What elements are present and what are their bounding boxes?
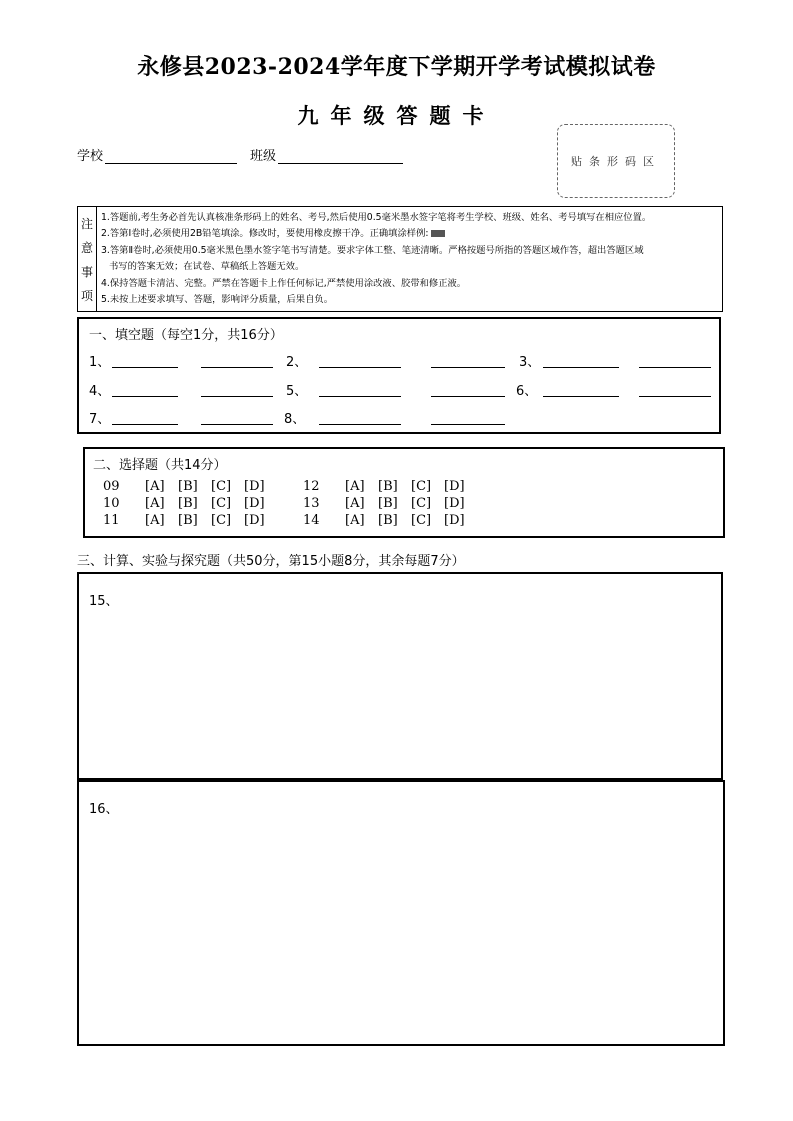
blank-row-1 bbox=[79, 351, 719, 371]
option-b[interactable]: [B] bbox=[378, 479, 398, 494]
blank-number: 5、 bbox=[286, 384, 308, 399]
question-number: 11 bbox=[103, 513, 120, 528]
blank-line[interactable] bbox=[201, 396, 273, 397]
blank-line[interactable] bbox=[112, 424, 178, 425]
blank-line[interactable] bbox=[201, 424, 273, 425]
blank-number: 6、 bbox=[516, 384, 538, 399]
notice-line-2 bbox=[101, 226, 718, 242]
blank-number: 4、 bbox=[89, 384, 111, 399]
option-c[interactable]: [C] bbox=[211, 479, 232, 494]
blank-number: 2、 bbox=[286, 355, 308, 370]
answer-box-16[interactable] bbox=[77, 780, 725, 1046]
school-field[interactable] bbox=[77, 145, 237, 164]
option-a[interactable]: [A] bbox=[145, 496, 165, 511]
notice-body bbox=[97, 207, 722, 311]
fill-blank-title: 一、填空题（每空1分，共16分） bbox=[89, 328, 283, 343]
school-label: 学校 bbox=[77, 149, 104, 164]
question-number: 09 bbox=[103, 479, 120, 494]
question-number: 12 bbox=[303, 479, 320, 494]
blank-line[interactable] bbox=[319, 367, 401, 368]
blank-row-3 bbox=[79, 408, 719, 428]
blank-line[interactable] bbox=[431, 367, 505, 368]
notice-label-char: 事 bbox=[80, 264, 93, 279]
notice-line: 1.答题前,考生务必首先认真核准条形码上的姓名、考号,然后使用0.5毫米墨水签字笔将考生学校、班级、姓名、考号填写在相应位置。 bbox=[101, 212, 652, 223]
question-number: 13 bbox=[303, 496, 320, 511]
answer-sheet-title: 九年级答题卡 bbox=[297, 103, 496, 128]
option-a[interactable]: [A] bbox=[345, 479, 365, 494]
option-d[interactable]: [D] bbox=[444, 496, 465, 511]
option-d[interactable]: [D] bbox=[444, 479, 465, 494]
blank-line[interactable] bbox=[319, 424, 401, 425]
option-a[interactable]: [A] bbox=[345, 496, 365, 511]
blank-line[interactable] bbox=[639, 367, 711, 368]
option-b[interactable]: [B] bbox=[178, 479, 198, 494]
option-b[interactable]: [B] bbox=[378, 496, 398, 511]
barcode-label: 贴条形码区 bbox=[571, 155, 661, 168]
question-number: 10 bbox=[103, 496, 120, 511]
question-number: 14 bbox=[303, 513, 320, 528]
option-a[interactable]: [A] bbox=[145, 479, 165, 494]
blank-line[interactable] bbox=[319, 396, 401, 397]
choice-row bbox=[103, 479, 483, 497]
question-16-number: 16、 bbox=[89, 802, 119, 817]
blank-number: 8、 bbox=[284, 412, 306, 427]
option-c[interactable]: [C] bbox=[211, 496, 232, 511]
option-d[interactable]: [D] bbox=[444, 513, 465, 528]
blank-row-2 bbox=[79, 380, 719, 400]
choice-section bbox=[83, 447, 725, 538]
blank-line[interactable] bbox=[543, 396, 619, 397]
option-d[interactable]: [D] bbox=[244, 496, 265, 511]
choice-row bbox=[103, 513, 483, 531]
barcode-area bbox=[557, 124, 675, 198]
choice-title: 二、选择题（共14分） bbox=[93, 458, 227, 473]
blank-line[interactable] bbox=[112, 396, 178, 397]
fill-blank-section bbox=[77, 317, 721, 434]
option-c[interactable]: [C] bbox=[411, 496, 432, 511]
notice-label bbox=[78, 207, 97, 311]
blank-line[interactable] bbox=[543, 367, 619, 368]
option-c[interactable]: [C] bbox=[411, 513, 432, 528]
blank-line[interactable] bbox=[431, 396, 505, 397]
notice-box bbox=[77, 206, 723, 312]
notice-line: 5.未按上述要求填写、答题，影响评分质量，后果自负。 bbox=[101, 294, 333, 306]
blank-line[interactable] bbox=[201, 367, 273, 368]
class-label: 班级 bbox=[250, 149, 277, 164]
notice-line: 4.保持答题卡清洁、完整。严禁在答题卡上作任何标记,严禁使用涂改液、胶带和修正液。 bbox=[101, 277, 467, 289]
blank-line[interactable] bbox=[639, 396, 711, 397]
blank-number: 7、 bbox=[89, 412, 111, 427]
blank-number: 3、 bbox=[519, 355, 541, 370]
fill-sample-mark bbox=[431, 230, 445, 237]
option-c[interactable]: [C] bbox=[211, 513, 232, 528]
option-b[interactable]: [B] bbox=[378, 513, 398, 528]
answer-box-15[interactable] bbox=[77, 572, 723, 780]
blank-line[interactable] bbox=[112, 367, 178, 368]
notice-label-char: 意 bbox=[80, 240, 93, 255]
option-b[interactable]: [B] bbox=[178, 496, 198, 511]
question-15-number: 15、 bbox=[89, 594, 119, 609]
notice-label-char: 项 bbox=[80, 288, 93, 303]
exam-title: 永修县2023-2024学年度下学期开学考试模拟试卷 bbox=[137, 54, 656, 80]
school-line[interactable] bbox=[105, 148, 237, 164]
option-a[interactable]: [A] bbox=[345, 513, 365, 528]
option-d[interactable]: [D] bbox=[244, 479, 265, 494]
choice-row bbox=[103, 496, 483, 514]
notice-line-text: 2.答第Ⅰ卷时,必须使用2B铅笔填涂。修改时，要使用橡皮擦干净。正确填涂样例: bbox=[101, 228, 429, 240]
option-b[interactable]: [B] bbox=[178, 513, 198, 528]
option-c[interactable]: [C] bbox=[411, 479, 432, 494]
notice-line: 3.答第Ⅱ卷时,必须使用0.5毫米黑色墨水签字笔书写清楚。要求字体工整、笔迹清晰。严格按题号所指的答题区域作答，超出答题区域 bbox=[101, 244, 644, 256]
option-d[interactable]: [D] bbox=[244, 513, 265, 528]
class-field[interactable] bbox=[250, 145, 403, 164]
calc-section-title: 三、计算、实验与探究题（共50分，第15小题8分，其余每题7分） bbox=[77, 554, 465, 569]
notice-line: 书写的答案无效；在试卷、草稿纸上答题无效。 bbox=[109, 261, 305, 273]
option-a[interactable]: [A] bbox=[145, 513, 165, 528]
blank-number: 1、 bbox=[89, 355, 111, 370]
notice-label-char: 注 bbox=[80, 216, 93, 231]
blank-line[interactable] bbox=[431, 424, 505, 425]
class-line[interactable] bbox=[278, 148, 403, 164]
